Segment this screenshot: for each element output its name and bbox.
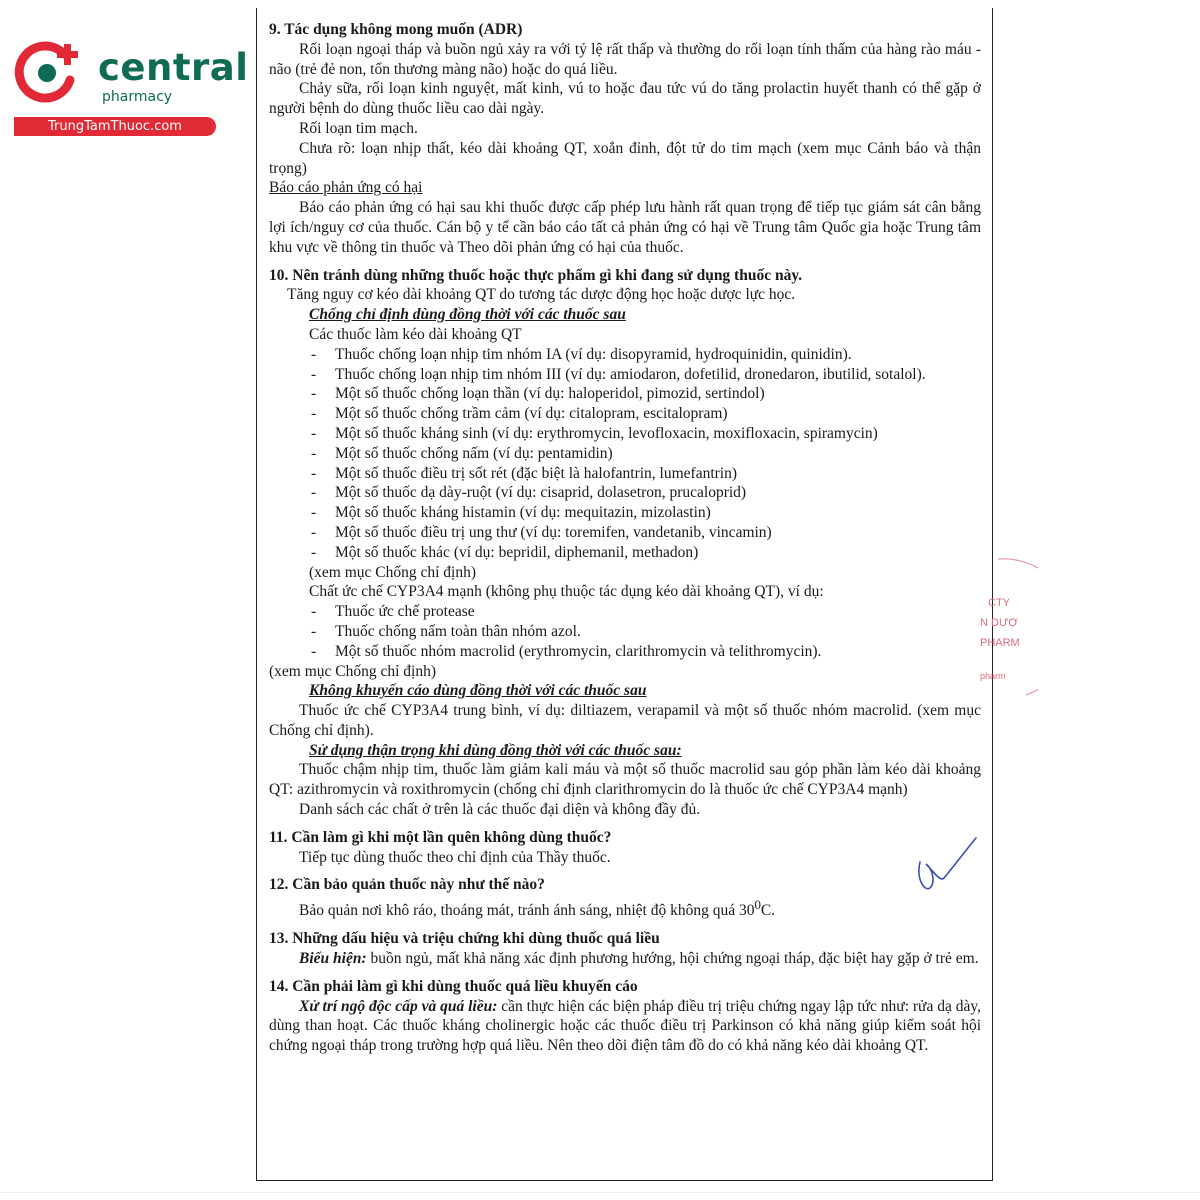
see-contraindication-note: (xem mục Chống chỉ định) bbox=[269, 662, 437, 680]
cyp-lead: Chất ức chế CYP3A4 mạnh (không phụ thuộc tác dụng kéo dài khoảng QT), ví dụ: bbox=[309, 583, 824, 601]
logo-subtitle: pharmacy bbox=[102, 89, 173, 105]
list-item: - Thuốc ức chế protease bbox=[269, 602, 981, 622]
list-item: - Thuốc chống loạn nhịp tim nhóm III (ví dụ: amiodaron, dofetilid, dronedaron, ibutilid, sotalol). bbox=[269, 365, 981, 385]
page-bottom-divider bbox=[0, 1192, 1200, 1193]
qt-drug-list bbox=[269, 345, 981, 563]
overdose-label: Xử trí ngộ độc cấp và quá liều: bbox=[299, 997, 498, 1015]
logo-brand: central bbox=[98, 46, 249, 89]
central-pharmacy-logo bbox=[10, 34, 249, 134]
caution-subtitle: Sử dụng thận trọng khi dùng đồng thời với các thuốc sau: bbox=[309, 741, 682, 759]
s10-intro: Tăng nguy cơ kéo dài khoảng QT do tương tác dược động học hoặc dược lực học. bbox=[287, 286, 796, 304]
list-item: - Một số thuốc điều trị ung thư (ví dụ: toremifen, vandetanib, vincamin) bbox=[269, 523, 981, 543]
storage-text: Bảo quản nơi khô ráo, thoáng mát, tránh ánh sáng, nhiệt độ không quá 30 bbox=[299, 902, 755, 920]
not-recommended-text: Thuốc ức chế CYP3A4 trung bình, ví dụ: diltiazem, verapamil và một số thuốc nhóm macrolid. (xem mục Chống chỉ định). bbox=[269, 702, 981, 739]
list-item: - Thuốc chống nấm toàn thân nhóm azol. bbox=[269, 622, 981, 642]
section-13-title: 13. Những dấu hiệu và triệu chứng khi dùng thuốc quá liều bbox=[269, 930, 660, 948]
s9-paragraph: Chảy sữa, rối loạn kinh nguyệt, mất kinh, vú to hoặc đau tức vú do tăng prolactin huyết thanh có thể gặp ở người bệnh do dùng thuốc liều cao dài ngày. bbox=[269, 80, 981, 118]
s13-text bbox=[269, 949, 981, 969]
s9-paragraph: Rối loạn tim mạch. bbox=[299, 119, 418, 137]
report-subtitle: Báo cáo phản ứng có hại bbox=[269, 179, 423, 197]
caution-text: Thuốc chậm nhịp tim, thuốc làm giảm kali máu và một số thuốc macrolid sau góp phần làm kéo dài khoảng QT: azithromycin và roxithromycin (chống chỉ định clarithromycin do là thuốc ức chế CYP3A4 mạnh) bbox=[269, 761, 981, 799]
symptom-label: Biểu hiện: bbox=[299, 950, 367, 968]
contraindication-subtitle: Chống chỉ định dùng đồng thời với các thuốc sau bbox=[309, 306, 626, 324]
section-9-title: 9. Tác dụng không mong muốn (ADR) bbox=[269, 21, 523, 38]
section-12-title: 12. Cần bảo quản thuốc này như thế nào? bbox=[269, 876, 545, 894]
contra-lead: Các thuốc làm kéo dài khoảng QT bbox=[309, 325, 522, 343]
document-content bbox=[269, 20, 981, 1056]
list-item: - Thuốc chống loạn nhịp tim nhóm IA (ví dụ: disopyramid, hydroquinidin, quinidin). bbox=[269, 345, 981, 365]
s12-text bbox=[269, 895, 981, 921]
section-10-title: 10. Nên tránh dùng những thuốc hoặc thực phẩm gì khi đang sử dụng thuốc này. bbox=[269, 266, 803, 284]
pharmacy-cross-logo-icon bbox=[12, 36, 82, 106]
list-item: - Một số thuốc chống nấm (ví dụ: pentamidin) bbox=[269, 444, 981, 464]
list-item: - Một số thuốc chống trầm cảm (ví dụ: citalopram, escitalopram) bbox=[269, 404, 981, 424]
degree-sup: 0 bbox=[754, 897, 761, 913]
s9-paragraph: Chưa rõ: loạn nhịp thất, kéo dài khoảng QT, xoắn đỉnh, đột tử do tim mạch (xem mục Cảnh báo và thận trọng) bbox=[269, 139, 981, 177]
list-item: - Một số thuốc chống loạn thần (ví dụ: haloperidol, pimozid, sertindol) bbox=[269, 384, 981, 404]
section-14-title: 14. Cần phải làm gì khi dùng thuốc quá liều khuyến cáo bbox=[269, 977, 638, 995]
not-recommended-subtitle: Không khuyến cáo dùng đồng thời với các thuốc sau bbox=[309, 682, 647, 700]
s9-paragraph: Rối loạn ngoại tháp và buồn ngủ xảy ra với tỷ lệ rất thấp và thường do rối loạn tính thấm của hàng rào máu - não (trẻ đẻ non, tổn thương màng não) hoặc do quá liều. bbox=[269, 40, 981, 78]
list-item: - Một số thuốc điều trị sốt rét (đặc biệt là halofantrin, lumefantrin) bbox=[269, 464, 981, 484]
list-item: - Một số thuốc nhóm macrolid (erythromycin, clarithromycin và telithromycin). bbox=[269, 642, 981, 662]
list-item: - Một số thuốc dạ dày-ruột (ví dụ: cisaprid, dolasetron, prucaloprid) bbox=[269, 483, 981, 503]
stamp-text: PHARM bbox=[980, 637, 1020, 649]
see-contraindication-note: (xem mục Chống chỉ định) bbox=[309, 563, 477, 581]
list-item: - Một số thuốc kháng histamin (ví dụ: mequitazin, mizolastin) bbox=[269, 503, 981, 523]
cyp-drug-list bbox=[269, 602, 981, 661]
symptom-text: buồn ngủ, mất khả năng xác định phương hướng, hội chứng ngoại tháp, đặc biệt hay gặp ở trẻ em. bbox=[366, 950, 979, 968]
s9-paragraph: Báo cáo phản ứng có hại sau khi thuốc được cấp phép lưu hành rất quan trọng để tiếp tục giám sát cân bằng lợi ích/nguy cơ của thuốc. Cán bộ y tế cần báo cáo tất cả phản ứng có hại về Trung tâm Quốc gia hoặc Trung tâm khu vực về thông tin thuốc và Theo dõi phản ứng có hại của thuốc. bbox=[269, 199, 981, 256]
list-item: - Một số thuốc khác (ví dụ: bepridil, diphemanil, methadon) bbox=[269, 543, 981, 563]
company-stamp bbox=[978, 555, 1038, 705]
list-note: Danh sách các chất ở trên là các thuốc đại diện và không đầy đủ. bbox=[299, 801, 701, 819]
document-page bbox=[256, 8, 993, 1181]
stamp-text: CTY bbox=[988, 597, 1010, 609]
stamp-text: pharm bbox=[980, 671, 1006, 681]
list-item: - Một số thuốc kháng sinh (ví dụ: erythromycin, levofloxacin, moxifloxacin, spiramycin) bbox=[269, 424, 981, 444]
logo-site-banner: TrungTamThuoc.com bbox=[14, 117, 216, 136]
s11-text: Tiếp tục dùng thuốc theo chỉ định của Thầy thuốc. bbox=[299, 848, 611, 866]
s14-text bbox=[269, 997, 981, 1056]
section-11-title: 11. Cần làm gì khi một lần quên không dùng thuốc? bbox=[269, 828, 612, 846]
temp-unit: C. bbox=[760, 902, 776, 920]
stamp-text: N DƯỢ bbox=[980, 617, 1018, 629]
signature-icon bbox=[914, 834, 980, 896]
overdose-text: cần thực hiện các biện pháp điều trị triệu chứng ngay lập tức như: rửa dạ dày, dùng than hoạt. Các thuốc kháng cholinergic hoặc các thuốc điều trị Parkinson có khả năng giúp kiểm soát hội chứng ngoại tháp trong trường hợp quá liều. Nên theo dõi điện tâm đồ do có khả năng kéo dài khoảng QT. bbox=[269, 997, 981, 1055]
